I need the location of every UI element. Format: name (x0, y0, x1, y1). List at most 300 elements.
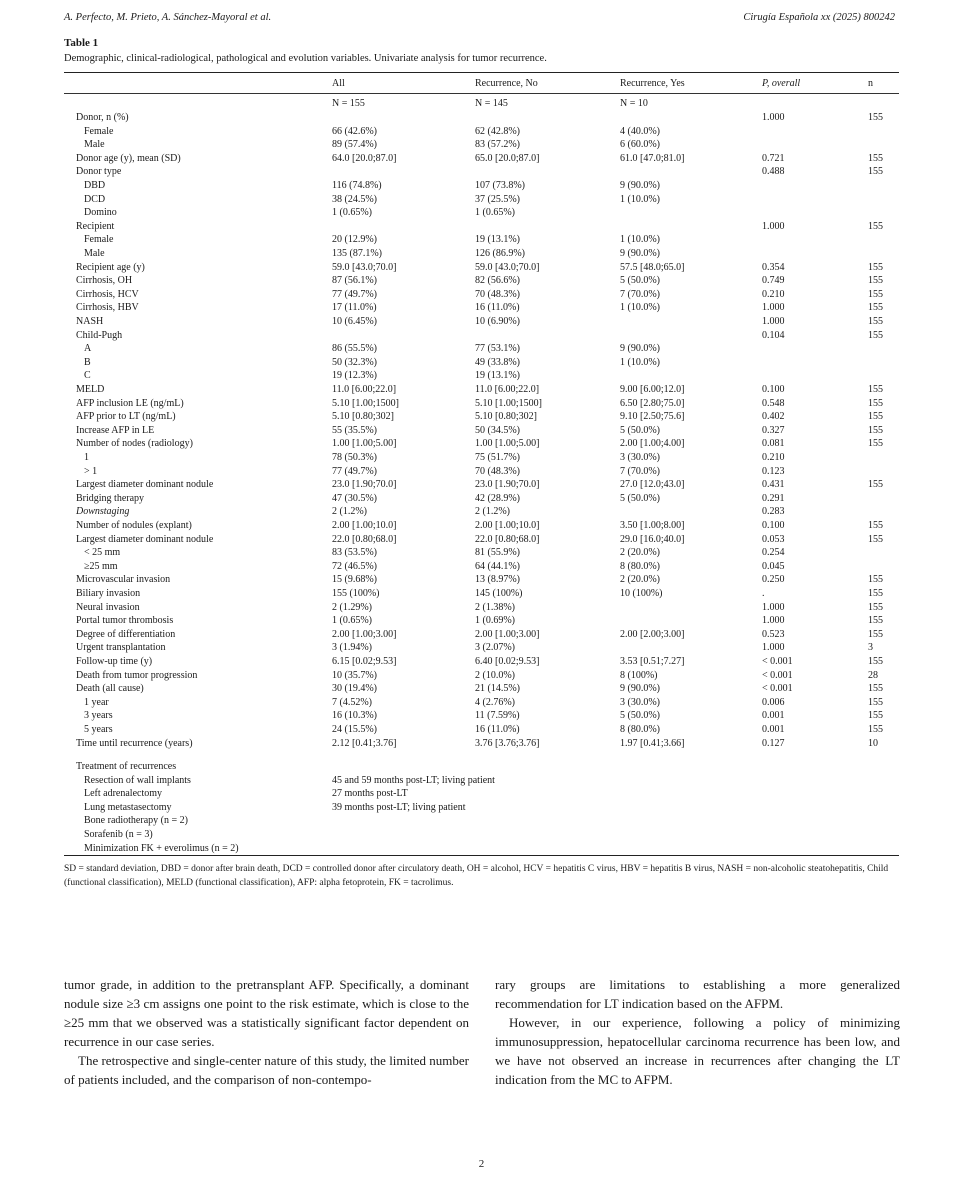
table-row (64, 329, 899, 343)
cell-recurrence-no: 1 (0.69%) (475, 615, 515, 627)
cell-n: 155 (868, 724, 883, 735)
table-row (64, 655, 899, 669)
cell-p-value: 0.053 (762, 533, 785, 545)
cell-recurrence-yes: 3 (30.0%) (620, 696, 660, 708)
cell-p-value: 0.081 (762, 438, 785, 450)
row-label: ≥25 mm (84, 560, 118, 572)
cell-recurrence-yes: 9 (90.0%) (620, 180, 660, 191)
cell-p-value: 1.000 (762, 112, 785, 123)
table-row (64, 138, 899, 152)
treatment-label: Bone radiotherapy (n = 2) (84, 815, 188, 827)
cell-recurrence-yes: 2 (20.0%) (620, 574, 660, 586)
cell-recurrence-yes: 1 (10.0%) (620, 356, 660, 368)
cell-recurrence-no: 2 (1.38%) (475, 601, 515, 613)
row-label: 5 years (84, 724, 113, 735)
cell-p-value: 0.548 (762, 397, 785, 409)
treatment-row (64, 814, 899, 828)
cell-recurrence-no: 13 (8.97%) (475, 574, 520, 586)
cell-p-value: 0.001 (762, 710, 785, 722)
cell-n: 155 (868, 696, 883, 708)
row-label: Increase AFP in LE (76, 424, 155, 436)
table-header-rule (64, 93, 899, 94)
n-recurrence-no: N = 145 (475, 98, 508, 109)
table-row (64, 478, 899, 492)
row-label: Biliary invasion (76, 588, 141, 599)
table-row (64, 261, 899, 275)
table-row (64, 315, 899, 329)
cell-recurrence-yes: 2 (20.0%) (620, 547, 660, 559)
cell-recurrence-no: 77 (53.1%) (475, 343, 520, 355)
cell-recurrence-yes: 9 (90.0%) (620, 343, 660, 355)
cell-recurrence-yes: 7 (70.0%) (620, 465, 660, 477)
cell-recurrence-yes: 29.0 [16.0;40.0] (620, 533, 685, 545)
cell-n: 155 (868, 112, 883, 123)
cell-all: 2 (1.2%) (332, 506, 367, 518)
cell-recurrence-no: 2 (10.0%) (475, 669, 515, 681)
cell-recurrence-yes: 10 (100%) (620, 588, 663, 599)
table-row (64, 723, 899, 737)
cell-all: 38 (24.5%) (332, 193, 377, 205)
cell-recurrence-no: 42 (28.9%) (475, 492, 520, 504)
table-row (64, 397, 899, 411)
table-row (64, 505, 899, 519)
cell-recurrence-yes: 5 (50.0%) (620, 710, 660, 722)
table-row (64, 220, 899, 234)
n-all: N = 155 (332, 98, 365, 109)
cell-n: 155 (868, 533, 883, 545)
cell-recurrence-yes: 2.00 [1.00;4.00] (620, 438, 685, 450)
body-paragraph: However, in our experience, following a policy of minimizing immunosuppression, hepatocellular carcinoma recurrence has been low, and we have not observed an increase in recurrences after changing the LT indication from the MC to AFPM. (495, 1015, 900, 1087)
treatment-row (64, 842, 899, 856)
cell-n: 155 (868, 329, 883, 341)
cell-all: 77 (49.7%) (332, 465, 377, 477)
table-row (64, 628, 899, 642)
cell-n: 155 (868, 152, 883, 164)
cell-all: 20 (12.9%) (332, 234, 377, 246)
cell-n: 155 (868, 411, 883, 423)
row-label: C (84, 370, 91, 382)
cell-all: 1 (0.65%) (332, 207, 372, 219)
cell-recurrence-no: 1.00 [1.00;5.00] (475, 438, 540, 450)
row-label: Number of nodules (explant) (76, 520, 192, 531)
cell-recurrence-no: 107 (73.8%) (475, 180, 525, 191)
table-row (64, 614, 899, 628)
cell-all: 7 (4.52%) (332, 696, 372, 708)
table-row (64, 111, 899, 125)
row-label: AFP prior to LT (ng/mL) (76, 411, 176, 423)
treatment-row (64, 787, 899, 801)
cell-p-value: 0.100 (762, 384, 785, 395)
cell-all: 2.12 [0.41;3.76] (332, 737, 397, 749)
cell-all: 6.15 [0.02;9.53] (332, 656, 397, 667)
cell-recurrence-yes: 7 (70.0%) (620, 288, 660, 300)
cell-recurrence-no: 19 (13.1%) (475, 234, 520, 246)
table-row (64, 369, 899, 383)
cell-recurrence-no: 62 (42.8%) (475, 125, 520, 137)
cell-p-value: 0.104 (762, 329, 785, 341)
cell-p-value: 0.721 (762, 152, 785, 164)
cell-p-value: < 0.001 (762, 656, 793, 667)
cell-recurrence-no: 3.76 [3.76;3.76] (475, 737, 540, 749)
cell-recurrence-yes: 9 (90.0%) (620, 683, 660, 695)
cell-all: 1.00 [1.00;5.00] (332, 438, 397, 450)
cell-p-value: < 0.001 (762, 669, 793, 681)
cell-all: 64.0 [20.0;87.0] (332, 152, 397, 164)
cell-recurrence-yes: 1.97 [0.41;3.66] (620, 737, 685, 749)
table-row (64, 669, 899, 683)
table-top-rule (64, 72, 899, 73)
row-label: Largest diameter dominant nodule (76, 533, 214, 545)
row-label: Domino (84, 207, 117, 219)
table-n-row (64, 97, 899, 111)
cell-n: 155 (868, 275, 883, 287)
table-row (64, 424, 899, 438)
treatment-label: Lung metastasectomy (84, 801, 172, 813)
body-paragraph: rary groups are limitations to establishing a more generalized recommendation for LT indication based on the AFPM. (495, 977, 900, 1011)
row-label: Portal tumor thrombosis (76, 615, 174, 627)
cell-all: 16 (10.3%) (332, 710, 377, 722)
cell-p-value: 0.127 (762, 737, 785, 749)
row-label: NASH (76, 316, 104, 327)
cell-recurrence-yes: 61.0 [47.0;81.0] (620, 152, 685, 164)
header-cell-n: n (868, 78, 873, 89)
cell-all: 11.0 [6.00;22.0] (332, 384, 397, 395)
row-label: < 25 mm (84, 547, 121, 559)
cell-recurrence-no: 75 (51.7%) (475, 452, 520, 463)
table-row (64, 737, 899, 751)
row-label: Microvascular invasion (76, 574, 171, 586)
table-row (64, 696, 899, 710)
header-cell-p-overall: P, overall (762, 78, 801, 89)
cell-recurrence-yes: 6 (60.0%) (620, 139, 660, 151)
row-label: 3 years (84, 710, 113, 722)
cell-recurrence-yes: 1 (10.0%) (620, 302, 660, 314)
row-label: Recipient (76, 220, 115, 232)
cell-n: 155 (868, 601, 883, 613)
cell-p-value: 1.000 (762, 642, 785, 654)
row-label: Number of nodes (radiology) (76, 438, 193, 450)
table-row (64, 383, 899, 397)
table-row (64, 356, 899, 370)
treatment-row (64, 828, 899, 842)
cell-recurrence-no: 82 (56.6%) (475, 275, 520, 287)
table-row (64, 125, 899, 139)
table-row (64, 247, 899, 261)
cell-recurrence-yes: 5 (50.0%) (620, 492, 660, 504)
row-label: AFP inclusion LE (ng/mL) (76, 397, 184, 409)
cell-all: 5.10 [0.80;302] (332, 411, 394, 423)
cell-all: 1 (0.65%) (332, 615, 372, 627)
table-row (64, 193, 899, 207)
row-label: Male (84, 248, 105, 259)
table-row (64, 601, 899, 615)
cell-all: 24 (15.5%) (332, 724, 377, 735)
treatment-title: Treatment of recurrences (76, 761, 177, 772)
row-label: B (84, 356, 91, 368)
n-recurrence-yes: N = 10 (620, 98, 648, 109)
cell-n: 155 (868, 424, 883, 436)
treatment-label: Left adrenalectomy (84, 788, 163, 800)
cell-all: 5.10 [1.00;1500] (332, 397, 399, 409)
cell-p-value: 0.123 (762, 465, 785, 477)
cell-n: 155 (868, 588, 883, 599)
table-row (64, 587, 899, 601)
table-row (64, 233, 899, 247)
treatment-value: 39 months post-LT; living patient (332, 801, 466, 813)
cell-all: 22.0 [0.80;68.0] (332, 533, 397, 545)
cell-p-value: 0.283 (762, 506, 785, 518)
cell-recurrence-yes: 1 (10.0%) (620, 234, 660, 246)
cell-all: 50 (32.3%) (332, 356, 377, 368)
cell-all: 66 (42.6%) (332, 125, 377, 137)
row-label: > 1 (84, 465, 98, 477)
row-label: Cirrhosis, OH (76, 275, 133, 287)
cell-all: 86 (55.5%) (332, 343, 377, 355)
row-label: Neural invasion (76, 601, 140, 613)
cell-all: 17 (11.0%) (332, 302, 377, 314)
body-column-right (495, 975, 900, 1089)
cell-recurrence-yes: 3.53 [0.51;7.27] (620, 656, 685, 667)
table-row (64, 342, 899, 356)
row-label: Donor age (y), mean (SD) (76, 152, 181, 164)
treatment-row (64, 801, 899, 815)
cell-n: 155 (868, 710, 883, 722)
cell-recurrence-no: 22.0 [0.80;68.0] (475, 533, 540, 545)
cell-p-value: 1.000 (762, 615, 785, 627)
table-row (64, 179, 899, 193)
cell-p-value: 1.000 (762, 316, 785, 327)
cell-recurrence-yes: 6.50 [2.80;75.0] (620, 397, 685, 409)
table-row (64, 533, 899, 547)
cell-recurrence-no: 3 (2.07%) (475, 642, 515, 654)
table-header-row (64, 77, 899, 91)
cell-all: 155 (100%) (332, 588, 380, 599)
cell-all: 2.00 [1.00;10.0] (332, 520, 397, 531)
cell-recurrence-yes: 8 (100%) (620, 669, 658, 681)
cell-recurrence-yes: 3 (30.0%) (620, 452, 660, 463)
cell-n: 155 (868, 479, 883, 491)
cell-n: 155 (868, 384, 883, 395)
cell-p-value: 0.354 (762, 261, 785, 273)
cell-recurrence-yes: 1 (10.0%) (620, 193, 660, 205)
cell-n: 155 (868, 656, 883, 667)
cell-all: 23.0 [1.90;70.0] (332, 479, 397, 491)
treatment-row (64, 774, 899, 788)
cell-recurrence-yes: 57.5 [48.0;65.0] (620, 261, 685, 273)
cell-all: 78 (50.3%) (332, 452, 377, 463)
cell-recurrence-yes: 9 (90.0%) (620, 248, 660, 259)
cell-recurrence-yes: 27.0 [12.0;43.0] (620, 479, 685, 491)
cell-all: 10 (35.7%) (332, 669, 377, 681)
row-label: Female (84, 234, 114, 246)
row-label: Death (all cause) (76, 683, 144, 695)
cell-n: 155 (868, 220, 883, 232)
cell-n: 155 (868, 615, 883, 627)
row-label: Largest diameter dominant nodule (76, 479, 214, 491)
cell-all: 55 (35.5%) (332, 424, 377, 436)
cell-n: 155 (868, 683, 883, 695)
table-row (64, 682, 899, 696)
treatment-title-row (64, 760, 899, 774)
cell-all: 89 (57.4%) (332, 139, 377, 151)
header-cell-recurrence-yes: Recurrence, Yes (620, 78, 685, 89)
cell-p-value: < 0.001 (762, 683, 793, 695)
cell-recurrence-no: 2.00 [1.00;3.00] (475, 628, 540, 640)
cell-p-value: 0.210 (762, 452, 785, 463)
cell-recurrence-no: 70 (48.3%) (475, 465, 520, 477)
header-authors: A. Perfecto, M. Prieto, A. Sánchez-Mayoral et al. (64, 12, 272, 23)
cell-all: 77 (49.7%) (332, 288, 377, 300)
cell-n: 155 (868, 520, 883, 531)
cell-recurrence-no: 21 (14.5%) (475, 683, 520, 695)
cell-recurrence-no: 1 (0.65%) (475, 207, 515, 219)
cell-recurrence-no: 81 (55.9%) (475, 547, 520, 559)
cell-p-value: 0.001 (762, 724, 785, 735)
row-label: Recipient age (y) (76, 261, 145, 273)
table-row (64, 206, 899, 220)
row-label: Time until recurrence (years) (76, 737, 193, 749)
cell-n: 28 (868, 669, 878, 681)
cell-recurrence-no: 6.40 [0.02;9.53] (475, 656, 540, 667)
cell-all: 87 (56.1%) (332, 275, 377, 287)
row-label: Death from tumor progression (76, 669, 198, 681)
table-row (64, 451, 899, 465)
row-label: DCD (84, 193, 106, 205)
cell-all: 19 (12.3%) (332, 370, 377, 382)
cell-recurrence-no: 70 (48.3%) (475, 288, 520, 300)
cell-p-value: 1.000 (762, 220, 785, 232)
row-label: 1 (84, 452, 89, 463)
cell-recurrence-no: 145 (100%) (475, 588, 523, 599)
row-label: Degree of differentiation (76, 628, 176, 640)
row-label: Donor type (76, 166, 122, 178)
row-label: Female (84, 125, 114, 137)
cell-all: 15 (9.68%) (332, 574, 377, 586)
row-label: Cirrhosis, HCV (76, 288, 139, 300)
row-label: Downstaging (76, 506, 130, 518)
row-label: Donor, n (%) (76, 112, 129, 123)
body-paragraph: tumor grade, in addition to the pretransplant AFP. Specifically, a dominant nodule size ≥3 cm assigns one point to the risk estimate, which is close to the ≥25 mm that we observed was a statistically significant factor dependent on recurrence in our case series. (64, 977, 469, 1049)
cell-recurrence-yes: 9.10 [2.50;75.6] (620, 411, 685, 423)
cell-all: 30 (19.4%) (332, 683, 377, 695)
row-label: Male (84, 139, 105, 151)
cell-all: 47 (30.5%) (332, 492, 377, 504)
table-row (64, 519, 899, 533)
table-row (64, 165, 899, 179)
cell-all: 83 (53.5%) (332, 547, 377, 559)
row-label: Follow-up time (y) (76, 656, 153, 667)
row-label: 1 year (84, 696, 109, 708)
cell-recurrence-no: 50 (34.5%) (475, 424, 520, 436)
cell-recurrence-no: 64 (44.1%) (475, 560, 520, 572)
row-label: A (84, 343, 92, 355)
cell-recurrence-no: 19 (13.1%) (475, 370, 520, 382)
cell-p-value: 0.100 (762, 520, 785, 531)
cell-all: 3 (1.94%) (332, 642, 372, 654)
table-bottom-rule (64, 855, 899, 856)
row-label: Bridging therapy (76, 492, 145, 504)
cell-recurrence-no: 11.0 [6.00;22.0] (475, 384, 540, 395)
treatment-value: 27 months post-LT (332, 788, 408, 800)
row-label: MELD (76, 384, 105, 395)
cell-recurrence-no: 16 (11.0%) (475, 724, 520, 735)
cell-n: 155 (868, 166, 883, 178)
cell-p-value: 0.291 (762, 492, 785, 504)
row-label: Child-Pugh (76, 329, 123, 341)
cell-n: 155 (868, 574, 883, 586)
cell-p-value: 0.488 (762, 166, 785, 178)
table-row (64, 546, 899, 560)
cell-all: 135 (87.1%) (332, 248, 382, 259)
row-label: DBD (84, 180, 106, 191)
running-header (64, 12, 895, 28)
table-row (64, 152, 899, 166)
table-row (64, 560, 899, 574)
table-row (64, 274, 899, 288)
cell-recurrence-no: 4 (2.76%) (475, 696, 515, 708)
body-column-left (64, 975, 469, 1089)
body-paragraph: The retrospective and single-center nature of this study, the limited number of patients included, and the comparison of non-contempo- (64, 1053, 469, 1087)
treatment-label: Minimization FK + everolimus (n = 2) (84, 842, 239, 854)
cell-n: 155 (868, 288, 883, 300)
cell-recurrence-no: 83 (57.2%) (475, 139, 520, 151)
cell-p-value: 0.327 (762, 424, 785, 436)
table-row (64, 465, 899, 479)
treatment-label: Resection of wall implants (84, 774, 191, 786)
table-row (64, 301, 899, 315)
cell-recurrence-yes: 2.00 [2.00;3.00] (620, 628, 685, 640)
cell-n: 155 (868, 316, 883, 327)
cell-all: 2.00 [1.00;3.00] (332, 628, 397, 640)
row-label: Cirrhosis, HBV (76, 302, 139, 314)
cell-recurrence-yes: 9.00 [6.00;12.0] (620, 384, 685, 395)
cell-p-value: 0.210 (762, 288, 785, 300)
table-caption: Demographic, clinical-radiological, pathological and evolution variables. Univariate analysis for tumor recurrence. (64, 53, 547, 64)
page-number: 2 (478, 1158, 485, 1170)
cell-p-value: 0.749 (762, 275, 785, 287)
table-footnote-abbreviations: SD = standard deviation, DBD = donor after brain death, DCD = controlled donor after circulatory death, OH = alcohol, HCV = hepatitis C virus, HBV = hepatitis B virus, NASH = non-alcoholic steatohepatitis, Child (functional classification), MELD (functional classification), AFP: alpha fetoprotein, FK = tacrolimus. (64, 864, 889, 888)
cell-recurrence-no: 2 (1.2%) (475, 506, 510, 518)
cell-n: 155 (868, 302, 883, 314)
cell-recurrence-yes: 4 (40.0%) (620, 125, 660, 137)
cell-recurrence-no: 16 (11.0%) (475, 302, 520, 314)
table-row (64, 573, 899, 587)
table-row (64, 709, 899, 723)
cell-n: 10 (868, 737, 878, 749)
header-cell-all: All (332, 78, 345, 89)
cell-recurrence-yes: 8 (80.0%) (620, 724, 660, 735)
cell-recurrence-no: 23.0 [1.90;70.0] (475, 479, 540, 491)
cell-recurrence-no: 126 (86.9%) (475, 248, 525, 259)
header-journal: Cirugía Española xx (2025) 800242 (743, 12, 895, 23)
cell-recurrence-no: 5.10 [0.80;302] (475, 411, 537, 423)
table-row (64, 437, 899, 451)
cell-p-value: 0.006 (762, 696, 785, 708)
cell-recurrence-yes: 3.50 [1.00;8.00] (620, 520, 685, 531)
cell-n: 155 (868, 397, 883, 409)
cell-all: 72 (46.5%) (332, 560, 377, 572)
cell-recurrence-yes: 5 (50.0%) (620, 424, 660, 436)
treatment-value: 45 and 59 months post-LT; living patient (332, 774, 495, 786)
cell-recurrence-yes: 8 (80.0%) (620, 560, 660, 572)
cell-n: 3 (868, 642, 873, 654)
cell-recurrence-no: 59.0 [43.0;70.0] (475, 261, 540, 273)
table-row (64, 410, 899, 424)
table-row (64, 288, 899, 302)
cell-p-value: 1.000 (762, 302, 785, 314)
table-row (64, 492, 899, 506)
cell-p-value: 0.402 (762, 411, 785, 423)
